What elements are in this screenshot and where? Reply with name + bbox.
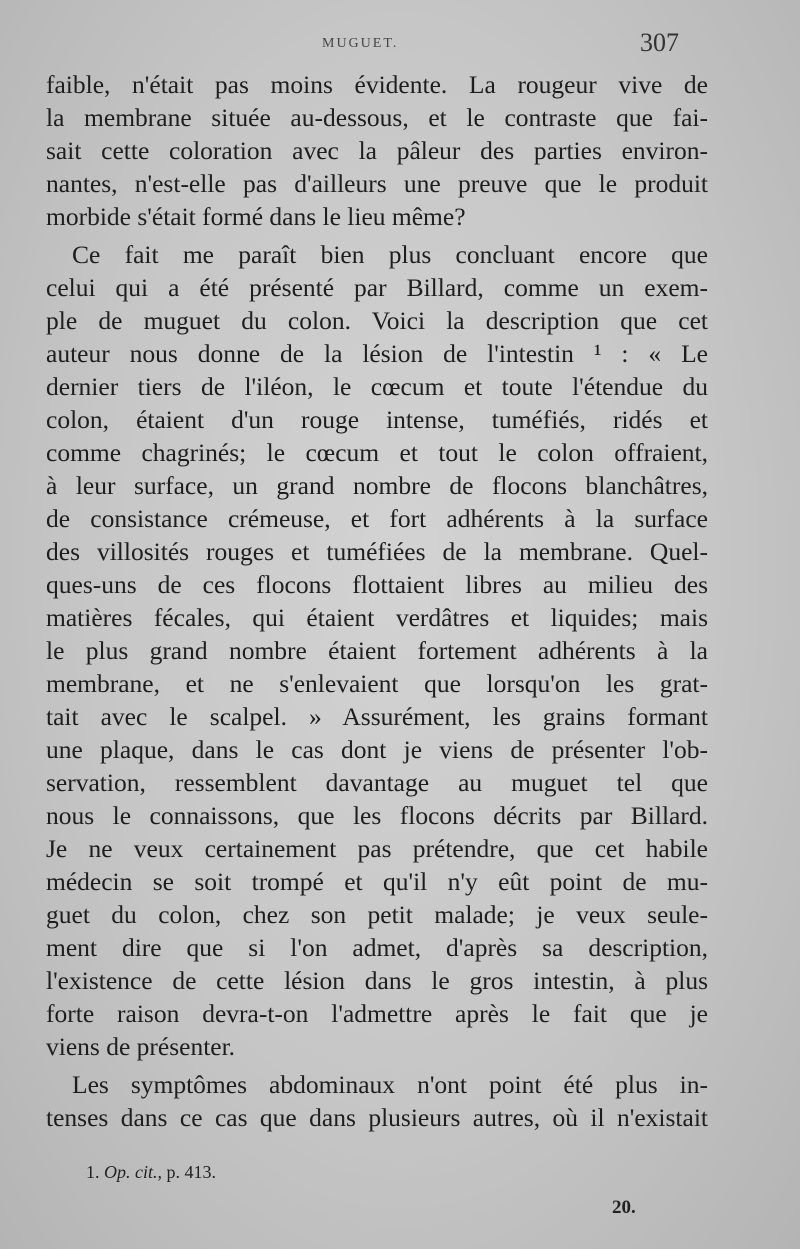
body-text (46, 68, 708, 1139)
text-line: nantes, n'est-elle pas d'ailleurs une preuve que le produit (46, 169, 708, 198)
paragraph (46, 1068, 708, 1134)
text-line: Les symptômes abdominaux n'ont point été plus in- (72, 1070, 708, 1099)
text-line: membrane, et ne s'enlevaient que lorsqu'on les grat- (46, 669, 708, 698)
text-line: matières fécales, qui étaient verdâtres et liquides; mais (46, 603, 708, 632)
text-line: Ce fait me paraît bien plus concluant encore que (72, 240, 708, 269)
text-line: celui qui a été présenté par Billard, comme un exem- (46, 273, 708, 302)
text-line: forte raison devra-t-on l'admettre après le fait que je (46, 999, 708, 1028)
text-line: guet du colon, chez son petit malade; je veux seule- (46, 900, 708, 929)
text-line: ques-uns de ces flocons flottaient libres au milieu des (46, 570, 708, 599)
text-line: dernier tiers de l'iléon, le cœcum et toute l'étendue du (46, 372, 708, 401)
text-line: ple de muguet du colon. Voici la description que cet (46, 306, 708, 335)
text-line: faible, n'était pas moins évidente. La rougeur vive de (46, 70, 708, 99)
footnote-marker: 1. (86, 1162, 100, 1182)
text-line: Je ne veux certainement pas prétendre, que cet habile (46, 834, 708, 863)
text-line: sait cette coloration avec la pâleur des parties environ- (46, 136, 708, 165)
text-line: une plaque, dans le cas dont je viens de présenter l'ob- (46, 735, 708, 764)
text-line: la membrane située au-dessous, et le contraste que fai- (46, 103, 708, 132)
text-line: à leur surface, un grand nombre de flocons blanchâtres, (46, 471, 708, 500)
text-line: tait avec le scalpel. » Assurément, les grains formant (46, 702, 708, 731)
text-line: des villosités rouges et tuméfiées de la membrane. Quel- (46, 537, 708, 566)
text-line: le plus grand nombre étaient fortement adhérents à la (46, 636, 708, 665)
footnote-page: , p. 413. (157, 1162, 216, 1182)
paragraph (46, 238, 708, 1063)
text-line: auteur nous donne de la lésion de l'intestin ¹ : « Le (46, 339, 708, 368)
paragraph (46, 68, 708, 233)
signature-mark: 20. (612, 1197, 636, 1218)
text-line: comme chagrinés; le cœcum et tout le colon offraient, (46, 438, 708, 467)
text-line: morbide s'était formé dans le lieu même? (46, 202, 466, 231)
page-number: 307 (640, 28, 679, 57)
text-line: ment dire que si l'on admet, d'après sa description, (46, 933, 708, 962)
text-line: de consistance crémeuse, et fort adhérents à la surface (46, 504, 708, 533)
text-line: nous le connaissons, que les flocons décrits par Billard. (46, 801, 708, 830)
footnote (86, 1162, 216, 1183)
text-line: colon, étaient d'un rouge intense, tuméfiés, ridés et (46, 405, 708, 434)
footnote-source: Op. cit. (104, 1162, 158, 1182)
text-line: l'existence de cette lésion dans le gros intestin, à plus (46, 966, 708, 995)
running-title: MUGUET. (322, 36, 399, 51)
text-line: servation, ressemblent davantage au muguet tel que (46, 768, 708, 797)
text-line: médecin se soit trompé et qu'il n'y eût point de mu- (46, 867, 708, 896)
text-line: viens de présenter. (46, 1032, 236, 1061)
text-line: tenses dans ce cas que dans plusieurs autres, où il n'existait (46, 1103, 708, 1132)
